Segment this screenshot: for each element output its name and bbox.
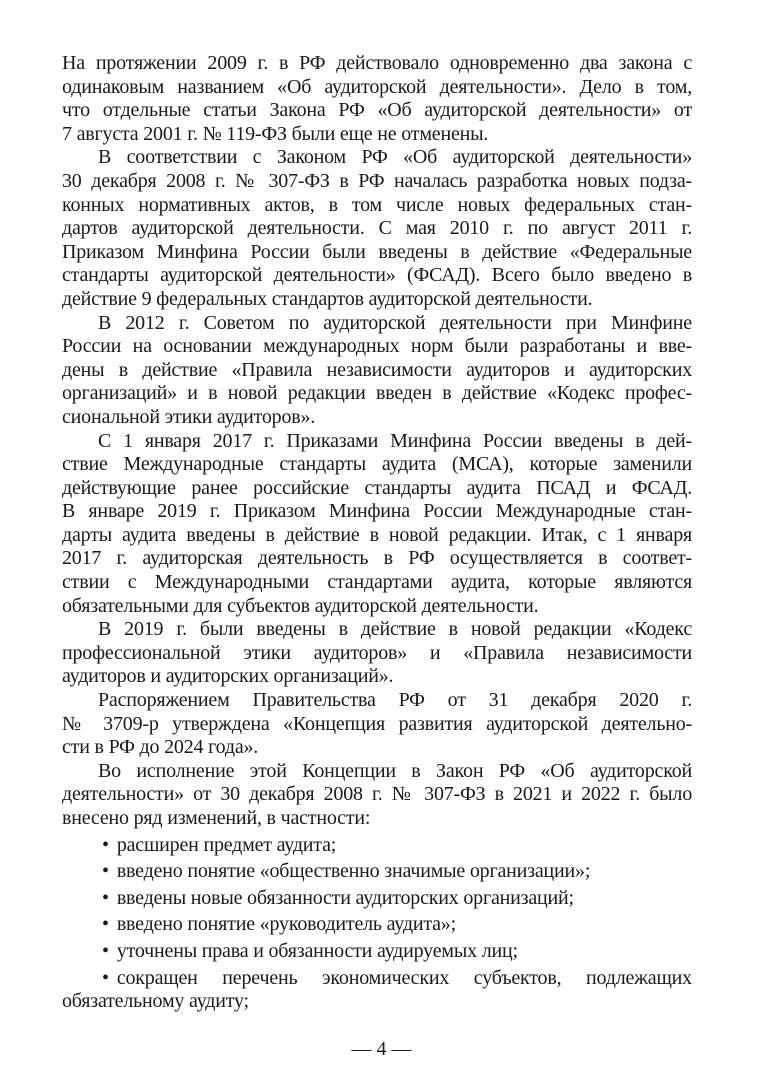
page-number: — 4 — [351, 1038, 412, 1060]
text-line: Приказом Минфина России были введены в действие «Федеральные [62, 240, 692, 263]
paragraph [62, 146, 692, 311]
text-line: В январе 2019 г. Приказом Минфина России Международные стан- [62, 500, 692, 523]
text-line: дены в действие «Правила независимости аудиторов и аудиторских [62, 358, 692, 381]
text-line: ствие Международные стандарты аудита (МСА), которые заменили [62, 453, 692, 476]
text-line: конных нормативных актов, в том числе новых федеральных стан- [62, 193, 692, 216]
paragraph [62, 52, 692, 146]
text-line: обязательными для субъектов аудиторской деятельности. [62, 594, 539, 617]
text-line: обязательному аудиту; [62, 990, 249, 1013]
text-line: организаций» и в новой редакции введен в действие «Кодекс профес- [62, 382, 692, 405]
bullet-list [62, 834, 692, 1014]
bullet-icon: • [102, 886, 109, 909]
text-line: действие 9 федеральных стандартов аудиторской деятельности. [62, 287, 593, 310]
bullet-text: уточнены права и обязанности аудируемых лиц; [116, 939, 518, 962]
paragraph [62, 760, 692, 831]
text-line: деятельности» от 30 декабря 2008 г. № 307-ФЗ в 2021 и 2022 г. было [62, 783, 692, 806]
text-line: стандарты аудиторской деятельности» (ФСАД). Всего было введено в [62, 264, 692, 287]
text-line: что отдельные статьи Закона РФ «Об аудиторской деятельности» от [62, 99, 692, 122]
bullet-text: введены новые обязанности аудиторских организаций; [116, 886, 574, 909]
text-line: № 3709-р утверждена «Концепция развития аудиторской деятельно- [62, 712, 692, 735]
text-line: 7 августа 2001 г. № 119-ФЗ были еще не отменены. [62, 122, 489, 145]
text-line: В 2012 г. Советом по аудиторской деятельности при Минфине [98, 311, 692, 334]
paragraph [62, 689, 692, 760]
text-line: ствии с Международными стандартами аудита, которые являются [62, 571, 692, 594]
text-line: действующие ранее российские стандарты аудита ПСАД и ФСАД. [62, 476, 692, 499]
bullet-item [62, 913, 692, 937]
bullet-item [62, 967, 692, 1014]
text-line: одинаковым названием «Об аудиторской деятельности». Дело в том, [62, 75, 692, 98]
body-text [62, 52, 692, 1014]
text-line [62, 967, 692, 991]
text-line: Во исполнение этой Концепции в Закон РФ «Об аудиторской [98, 759, 692, 782]
text-line: России на основании международных норм были разработаны и вве- [62, 335, 692, 358]
bullet-text: введено понятие «руководитель аудита»; [116, 913, 456, 936]
bullet-text: введено понятие «общественно значимые организации»; [116, 860, 591, 883]
text-line: С 1 января 2017 г. Приказами Минфина России введены в дей- [98, 429, 692, 452]
text-line: дартов аудиторской деятельности. С мая 2010 г. по август 2011 г. [62, 217, 692, 240]
text-line: сиональной этики аудиторов». [62, 405, 316, 428]
bullet-icon: • [102, 939, 109, 962]
text-line: внесено ряд изменений, в частности: [62, 807, 371, 829]
bullet-item [62, 860, 692, 884]
text-line: сти в РФ до 2024 года». [62, 736, 259, 759]
bullet-icon: • [102, 966, 109, 989]
bullet-icon: • [102, 833, 109, 856]
bullet-icon: • [102, 860, 109, 883]
paragraph [62, 618, 692, 689]
paragraph [62, 430, 692, 619]
bullet-item [62, 834, 692, 858]
bullet-item [62, 940, 692, 964]
text-line: 30 декабря 2008 г. № 307-ФЗ в РФ началась разработка новых подза- [62, 169, 692, 192]
bullet-icon: • [102, 913, 109, 936]
text-line: 2017 г. аудиторская деятельность в РФ осуществляется в соответ- [62, 547, 692, 570]
paragraph [62, 312, 692, 430]
text-line: В соответствии с Законом РФ «Об аудиторской деятельности» [98, 146, 692, 169]
bullet-text: сокращен перечень экономических субъектов, подлежащих [116, 966, 692, 989]
text-line: дарты аудита введены в действие в новой редакции. Итак, с 1 января [62, 523, 692, 546]
text-line: профессиональной этики аудиторов» и «Правила независимости [62, 641, 692, 664]
text-line: аудиторов и аудиторских организаций». [62, 665, 394, 688]
bullet-item [62, 887, 692, 911]
text-line: Распоряжением Правительства РФ от 31 декабря 2020 г. [98, 689, 692, 712]
text-line: На протяжении 2009 г. в РФ действовало одновременно два закона с [62, 52, 692, 74]
text-line: В 2019 г. были введены в действие в новой редакции «Кодекс [98, 618, 692, 641]
bullet-text: расширен предмет аудита; [116, 833, 337, 856]
